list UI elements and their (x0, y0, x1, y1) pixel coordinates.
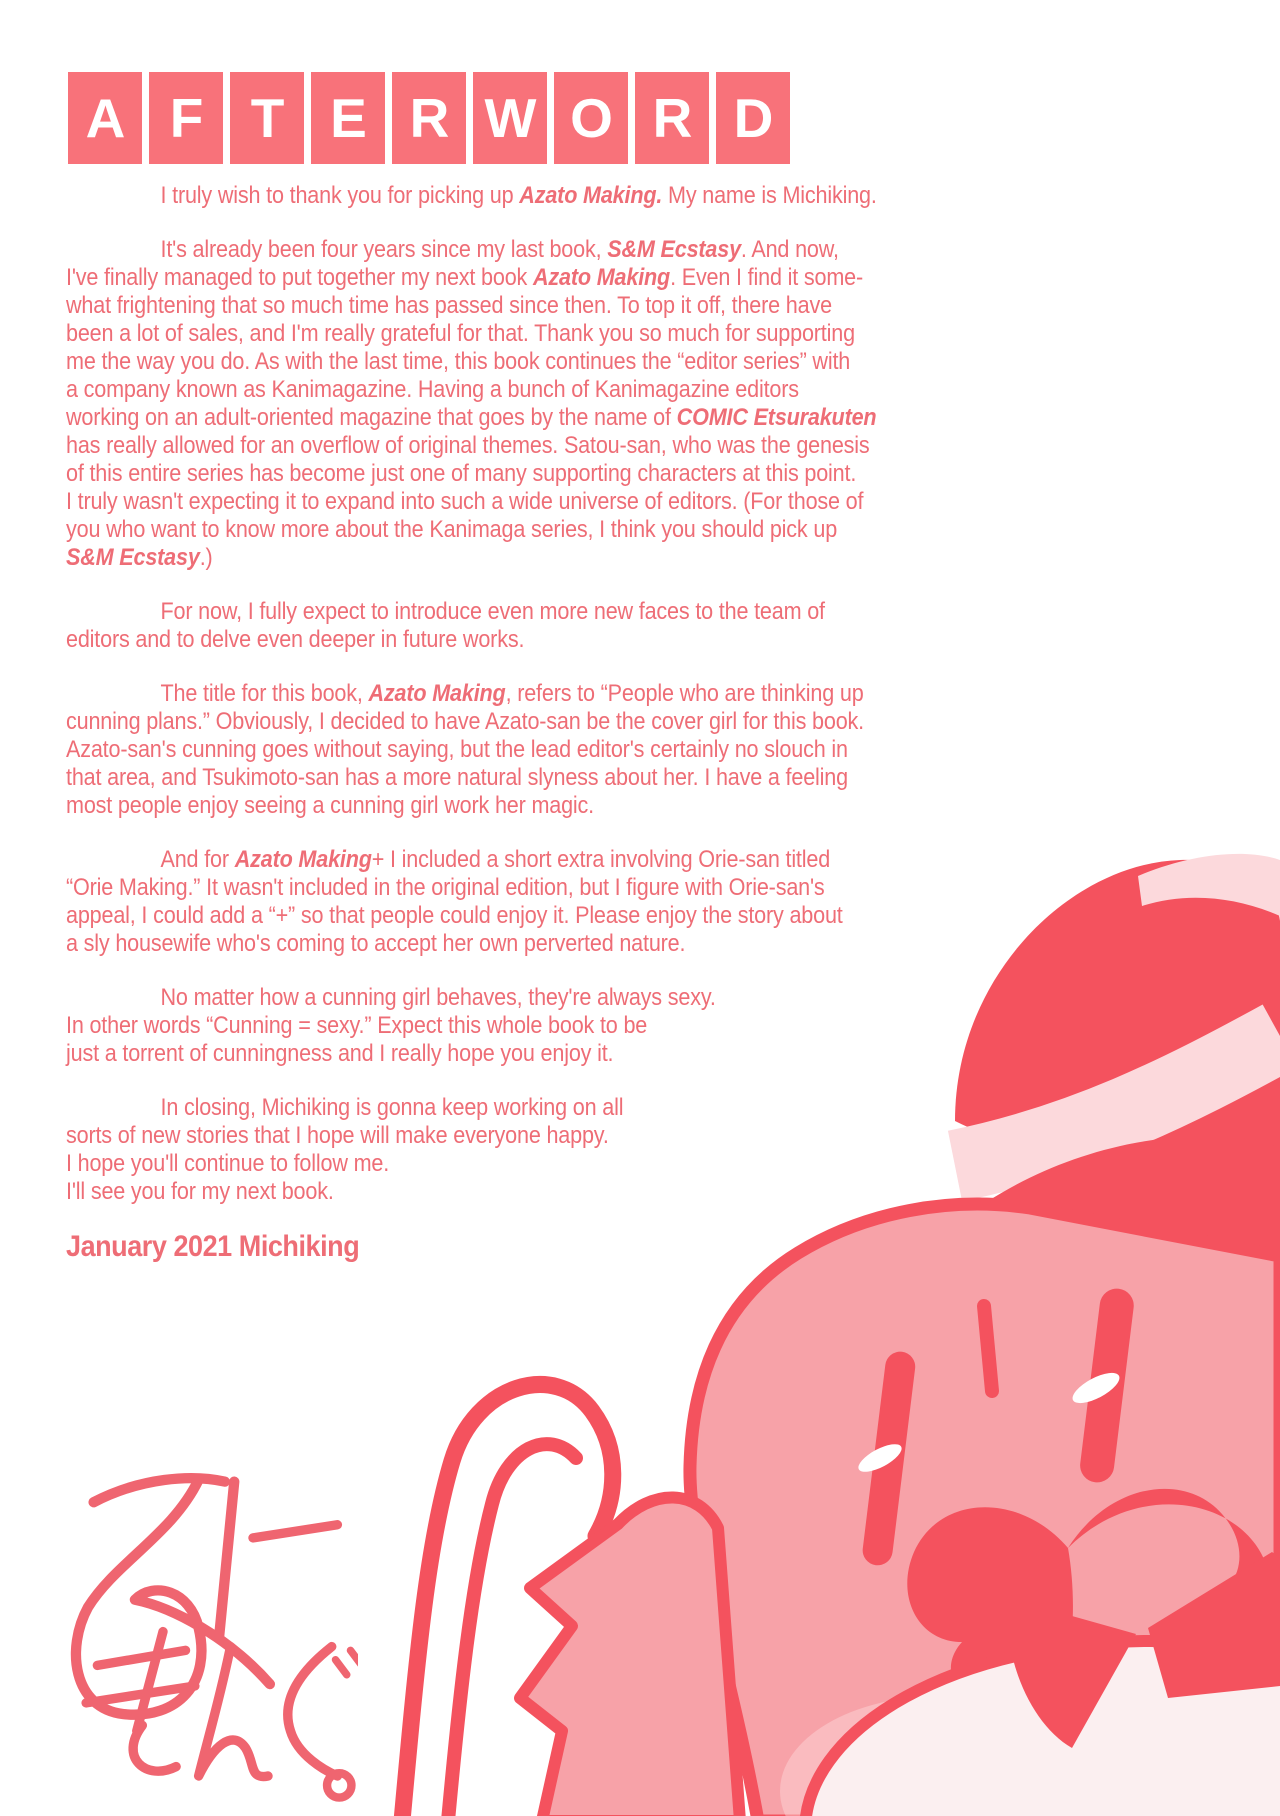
text-line: a company known as Kanimagazine. Having a bunch of Kanimagazine editors (66, 376, 799, 403)
text-line: me the way you do. As with the last time, this book continues the “editor series” with (66, 348, 851, 375)
text-line: appeal, I could add a “+” so that people could enjoy it. Please enjoy the story about (66, 902, 843, 929)
title-letter: E (311, 72, 385, 164)
text-line: “Orie Making.” It wasn't included in the original edition, but I figure with Orie-san's (66, 874, 825, 901)
text-line: most people enjoy seeing a cunning girl work her magic. (66, 792, 595, 819)
text-line: sorts of new stories that I hope will make everyone happy. (66, 1122, 609, 1149)
text-line: just a torrent of cunningness and I really hope you enjoy it. (66, 1040, 614, 1067)
text-line: The title for this book, Azato Making, refers to “People who are thinking up (160, 680, 864, 707)
text-line: In other words “Cunning = sexy.” Expect this whole book to be (66, 1012, 648, 1039)
text-line: And for Azato Making+ I included a short extra involving Orie-san titled (160, 846, 831, 873)
title-letter: A (68, 72, 142, 164)
title-letter: T (230, 72, 304, 164)
title-letter: F (149, 72, 223, 164)
title-letter: O (554, 72, 628, 164)
text-line: you who want to know more about the Kanimaga series, I think you should pick up (66, 516, 838, 543)
text-line: Azato-san's cunning goes without saying, but the lead editor's certainly no slouch in (66, 736, 848, 763)
paragraph (66, 236, 993, 572)
title-letter: R (635, 72, 709, 164)
text-line: editors and to delve even deeper in future works. (66, 626, 525, 653)
signoff-date-author: January 2021 Michiking (66, 1230, 360, 1263)
paragraph (66, 182, 993, 210)
text-line: I truly wasn't expecting it to expand into such a wide universe of editors. (For those of (66, 488, 864, 515)
paragraph (66, 598, 993, 654)
afterword-text (66, 182, 993, 1232)
author-signature (58, 1436, 358, 1816)
page-title (68, 72, 790, 164)
text-line: what frightening that so much time has passed since then. To top it off, there have (66, 292, 832, 319)
text-line: of this entire series has become just one of many supporting characters at this point. (66, 460, 857, 487)
text-line: I hope you'll continue to follow me. (66, 1150, 390, 1177)
text-line: I've finally managed to put together my next book Azato Making. Even I find it some- (66, 264, 863, 291)
text-line: S&M Ecstasy.) (66, 544, 213, 571)
paragraph (66, 846, 993, 958)
text-line: cunning plans.” Obviously, I decided to have Azato-san be the cover girl for this book. (66, 708, 865, 735)
text-line: For now, I fully expect to introduce even more new faces to the team of (160, 598, 825, 625)
title-letter: W (473, 72, 547, 164)
text-line: been a lot of sales, and I'm really grateful for that. Thank you so much for supporting (66, 320, 855, 347)
text-line: that area, and Tsukimoto-san has a more natural slyness about her. I have a feeling (66, 764, 848, 791)
title-letter: R (392, 72, 466, 164)
text-line: I'll see you for my next book. (66, 1178, 334, 1205)
text-line: working on an adult-oriented magazine that goes by the name of COMIC Etsurakuten (66, 404, 877, 431)
paragraph (66, 1094, 993, 1206)
paragraph (66, 984, 993, 1068)
title-letter: D (716, 72, 790, 164)
text-line: has really allowed for an overflow of original themes. Satou-san, who was the genesis (66, 432, 870, 459)
paragraph (66, 680, 993, 820)
text-line: In closing, Michiking is gonna keep working on all (160, 1094, 624, 1121)
text-line: I truly wish to thank you for picking up Azato Making. My name is Michiking. (160, 182, 877, 209)
text-line: It's already been four years since my last book, S&M Ecstasy. And now, (160, 236, 839, 263)
text-line: No matter how a cunning girl behaves, they're always sexy. (160, 984, 716, 1011)
text-line: a sly housewife who's coming to accept her own perverted nature. (66, 930, 686, 957)
signature-strokes (76, 1478, 358, 1797)
